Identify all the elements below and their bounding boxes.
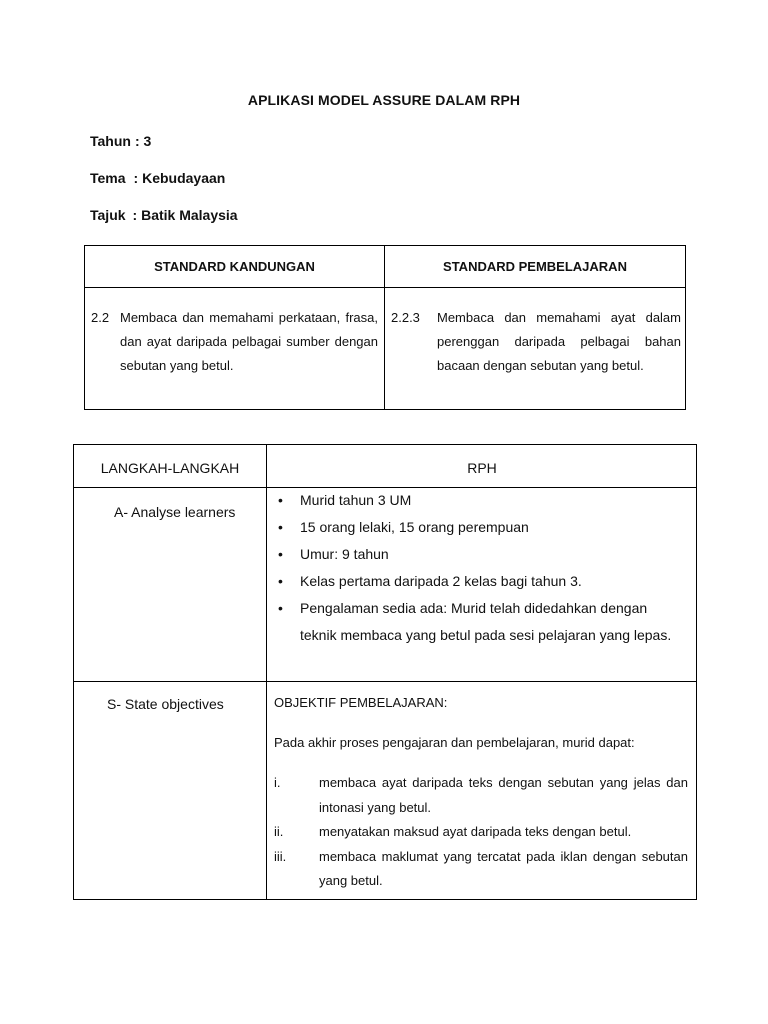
list-item-text: 15 orang lelaki, 15 orang perempuan bbox=[300, 519, 529, 535]
list-item bbox=[274, 845, 688, 894]
list-item-text: Pengalaman sedia ada: Murid telah didedahkan dengan teknik membaca yang betul pada sesi pelajaran yang lepas. bbox=[300, 600, 672, 643]
table-divider bbox=[266, 445, 267, 899]
list-item-text: membaca ayat daripada teks dengan sebutan yang jelas dan intonasi yang betul. bbox=[319, 775, 688, 815]
list-item-text: Umur: 9 tahun bbox=[300, 546, 389, 562]
header-rph: RPH bbox=[467, 460, 497, 476]
list-item-text: membaca maklumat yang tercatat pada iklan dengan sebutan yang betul. bbox=[319, 848, 688, 888]
list-item bbox=[276, 568, 686, 595]
meta-label: Tajuk bbox=[90, 207, 126, 223]
bullet-icon: • bbox=[278, 573, 283, 589]
meta-tema bbox=[90, 170, 225, 186]
meta-tajuk bbox=[90, 207, 238, 223]
standard-number: 2.2.3 bbox=[391, 310, 420, 325]
document-title: APLIKASI MODEL ASSURE DALAM RPH bbox=[247, 92, 521, 108]
list-item bbox=[274, 771, 688, 820]
meta-value: : 3 bbox=[134, 133, 152, 149]
bullet-icon: • bbox=[278, 546, 283, 562]
standards-table bbox=[84, 245, 686, 410]
meta-value: : Kebudayaan bbox=[133, 170, 226, 186]
standard-number: 2.2 bbox=[91, 310, 110, 325]
meta-value: : Batik Malaysia bbox=[132, 207, 238, 223]
list-item-text: Murid tahun 3 UM bbox=[300, 492, 412, 508]
header-standard-pembelajaran: STANDARD PEMBELAJARAN bbox=[443, 259, 627, 274]
table-divider bbox=[85, 287, 685, 288]
list-item bbox=[274, 820, 688, 845]
list-item bbox=[276, 514, 686, 541]
objective-intro: Pada akhir proses pengajaran dan pembelajaran, murid dapat: bbox=[274, 735, 635, 750]
meta-tahun bbox=[90, 133, 151, 149]
standard-text: Membaca dan memahami perkataan, frasa, dan ayat daripada pelbagai sumber dengan sebutan yang betul. bbox=[120, 310, 378, 373]
table-divider bbox=[74, 681, 696, 682]
list-item-text: Kelas pertama daripada 2 kelas bagi tahun 3. bbox=[300, 573, 582, 589]
list-item bbox=[276, 541, 686, 568]
rph-table bbox=[73, 444, 697, 900]
header-langkah: LANGKAH-LANGKAH bbox=[100, 460, 240, 476]
list-item bbox=[276, 595, 686, 649]
header-standard-kandungan: STANDARD KANDUNGAN bbox=[154, 259, 315, 274]
roman-numeral: i. bbox=[274, 775, 281, 790]
bullet-icon: • bbox=[278, 600, 283, 616]
roman-numeral: ii. bbox=[274, 824, 284, 839]
meta-label: Tema bbox=[90, 170, 126, 186]
standard-text: Membaca dan memahami ayat dalam perenggan daripada pelbagai bahan bacaan dengan sebutan yang betul. bbox=[437, 310, 681, 373]
list-item bbox=[276, 487, 686, 514]
list-item-text: menyatakan maksud ayat daripada teks dengan betul. bbox=[319, 824, 632, 839]
meta-label: Tahun bbox=[90, 133, 131, 149]
objective-heading: OBJEKTIF PEMBELAJARAN: bbox=[274, 695, 448, 710]
step-state-objectives: S- State objectives bbox=[107, 696, 224, 712]
step-analyse-learners: A- Analyse learners bbox=[114, 504, 236, 520]
bullet-icon: • bbox=[278, 492, 283, 508]
bullet-icon: • bbox=[278, 519, 283, 535]
learner-bullet-list bbox=[276, 487, 686, 649]
objective-list bbox=[274, 771, 688, 894]
roman-numeral: iii. bbox=[274, 848, 287, 864]
